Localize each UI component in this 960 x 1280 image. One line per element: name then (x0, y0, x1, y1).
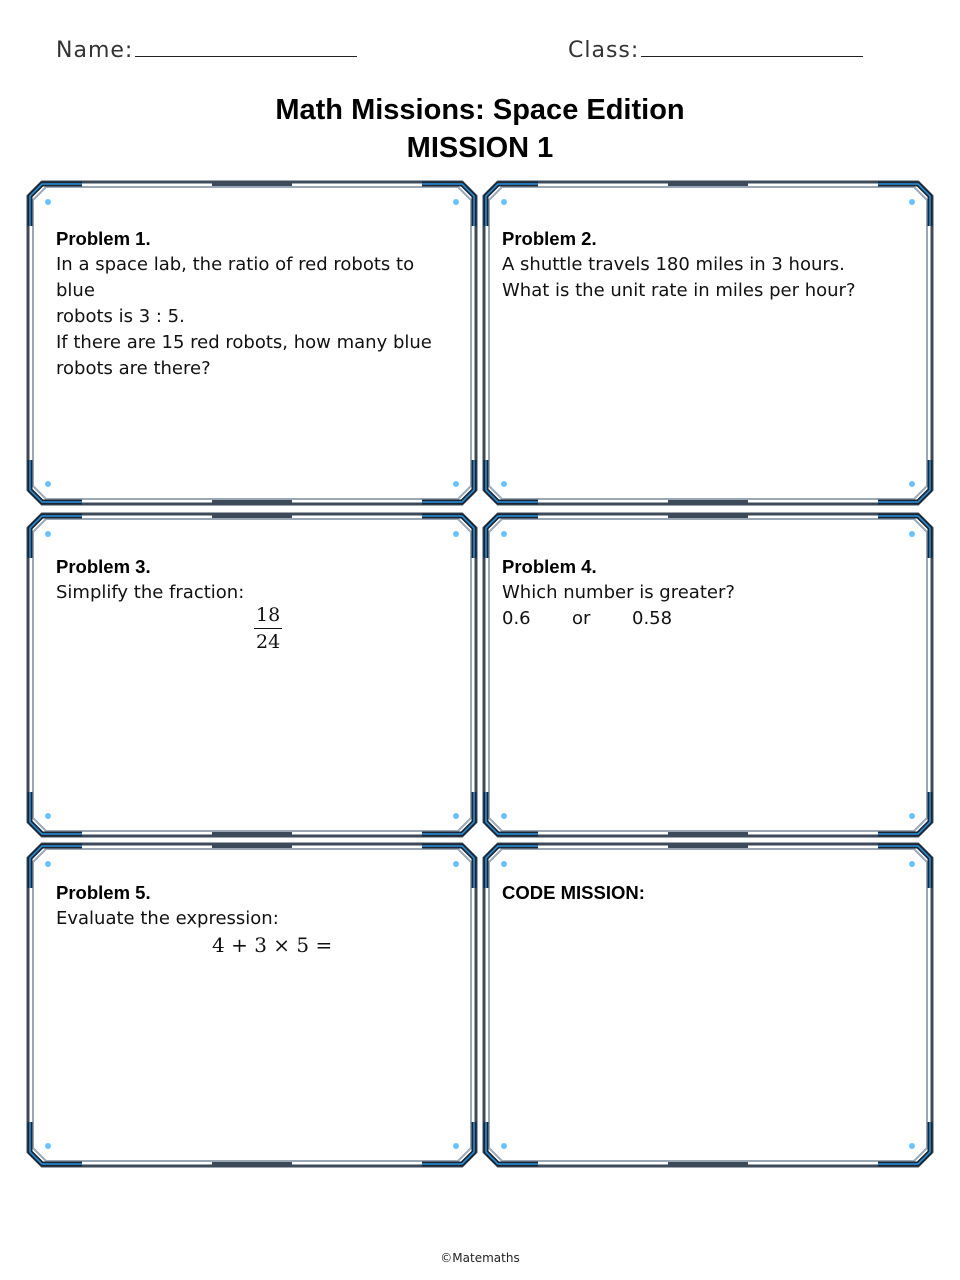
problem-text-line: robots are there? (56, 358, 211, 379)
problem-card-3 (26, 512, 478, 838)
name-blank-line[interactable] (135, 34, 357, 57)
problem-title: Problem 1. (56, 228, 151, 249)
problem-text-line: Evaluate the expression: (56, 908, 279, 929)
problem-text-line: What is the unit rate in miles per hour? (502, 280, 856, 301)
class-field[interactable] (568, 34, 863, 63)
copyright-footer: ©Matemaths (440, 1251, 520, 1265)
problem-text-line: In a space lab, the ratio of red robots to blue (56, 254, 415, 301)
fraction (254, 602, 282, 655)
problem-title: Problem 4. (502, 556, 597, 577)
mission-title: MISSION 1 (406, 132, 554, 164)
problem-text-line: If there are 15 red robots, how many blue (56, 332, 432, 353)
problem-card-5 (26, 842, 478, 1168)
name-field[interactable] (56, 34, 357, 63)
problem-title: Problem 3. (56, 556, 151, 577)
problem-text-line: A shuttle travels 180 miles in 3 hours. (502, 254, 845, 275)
class-blank-line[interactable] (641, 34, 863, 57)
class-label: Class: (568, 38, 640, 63)
problem-text-line: Which number is greater? (502, 582, 735, 603)
compare-word: or (572, 608, 591, 629)
math-expression: 4 + 3 × 5 = (212, 933, 333, 957)
code-mission-card (482, 842, 934, 1168)
problem-title: Problem 2. (502, 228, 597, 249)
code-mission-title: CODE MISSION: (502, 882, 645, 903)
number-comparison (502, 606, 908, 632)
problem-text-line: robots is 3 : 5. (56, 306, 185, 327)
worksheet-title: Math Missions: Space Edition (275, 94, 685, 126)
problem-card-1 (26, 180, 478, 506)
compare-value-b: 0.58 (632, 608, 673, 629)
name-label: Name: (56, 38, 134, 63)
problem-text-line: Simplify the fraction: (56, 582, 245, 603)
problem-card-2 (482, 180, 934, 506)
problem-card-4 (482, 512, 934, 838)
compare-value-a: 0.6 (502, 608, 531, 629)
fraction-denominator: 24 (256, 631, 281, 653)
fraction-numerator: 18 (254, 602, 282, 629)
problem-title: Problem 5. (56, 882, 151, 903)
